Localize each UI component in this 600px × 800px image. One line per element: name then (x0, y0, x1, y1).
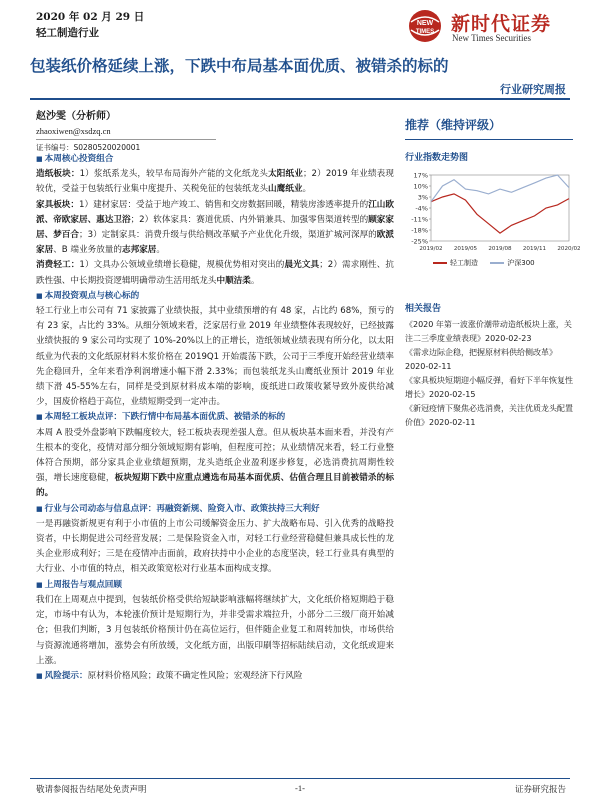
related-report-item[interactable]: 《家具板块短期迎小幅反弹，看好下半年恢复性增长》2020-02-15 (405, 376, 573, 399)
paragraph-review: 本周 A 股受外盘影响下跌幅度较大，轻工板块表现差强人意。但从板块基本面来看，并没有产生根本的变化，疫情对部分细分领域短期有影响，但程度可控；从业绩情况来看，轻工行业整体符合预期，部分家具企业业绩超预期，龙头造纸企业盈利逐步修复，必选消费抗周期性较强，增长速度稳健，板块短期下跌中应重点遴选布局基本面优质、估值合理且目前被错杀的标的。 (36, 427, 394, 499)
sidebar-divider (405, 139, 573, 140)
chart-legend (433, 258, 545, 268)
paragraph-last-week: 我们在上周观点中提到，包装纸价格受供给短缺影响涨幅将继续扩大，文化纸价格短期趋于稳定，市场中有认为，本轮涨价预计是短期行为，并非受需求端拉升，小部分二三级厂商开始减仓；但我们判断，3 月包装纸价格预计仍在高位运行，但伴随企业复工和周转加快，市场供给与资源流通将增加，涨势会有所放缓，文化纸方面，出版印刷等招标陆续启动，文化纸或迎来上涨。 (36, 594, 394, 666)
section-heading-portfolio: ■ 本周核心投资组合 (36, 152, 394, 167)
analyst-email[interactable]: zhaoxiwen@xsdzq.cn (36, 126, 111, 136)
paragraph-paper: 造纸板块：1）浆纸系龙头，较早布局海外产能的文化纸龙头太阳纸业；2）2019 年业绩表现较优，受益于包装纸行业集中度提升、关税免征的包装纸龙头山鹰纸业。 (36, 169, 394, 195)
report-title: 包装纸价格延续上涨，下跌中布局基本面优质、被错杀的标的 (30, 57, 449, 75)
x-tick-label: 2019/08 (488, 246, 512, 252)
y-tick-label: 17% (413, 171, 428, 180)
paragraph-consumer: 消费轻工：1）文具办公领域业绩增长稳健，规模优势相对突出的晨光文具；2）需求刚性、抗跌性强、中长期投资逻辑明确带动生活用纸龙头中顺洁柔。 (36, 260, 394, 286)
svg-text:TIMES: TIMES (415, 29, 435, 35)
analyst-divider (36, 139, 216, 140)
section-heading-news: ■ 行业与公司动态与信息点评：再融资新规、险资入市、政策扶持三大利好 (36, 502, 394, 517)
analyst-block (36, 110, 236, 153)
y-tick-label: -18% (411, 226, 428, 235)
paragraph-news: 一是再融资新规更有利于小市值的上市公司缓解资金压力、扩大战略布局、引入优秀的战略投资者，中长期促进公司经营发展；二是保险资金入市，对轻工行业经营稳健但兼具成长性的龙头企业形成利好；三是在疫情冲击面前，政府扶持中小企业的态度坚决，轻工行业具有典型的大行业、小市值的特点，相关政策宽松对行业基本面构成支撑。 (36, 518, 394, 575)
x-tick-label: 2019/05 (453, 246, 478, 252)
header-divider (30, 98, 570, 100)
related-report-item[interactable]: 《新冠疫情下聚焦必选消费，关注优质龙头配置价值》2020-02-11 (405, 404, 573, 427)
y-tick-label: -11% (411, 215, 428, 224)
x-tick-label: 2020/02 (557, 246, 581, 252)
section-heading-last-week: ■ 上周报告与观点回顾 (36, 578, 394, 593)
y-tick-label: -4% (415, 204, 428, 213)
report-type: 行业研究周报 (500, 83, 566, 96)
footer-label: 证券研究报告 (514, 785, 566, 795)
rating-label: 推荐（维持评级） (405, 118, 502, 132)
risk-warning: ■ 风险提示：原材料价格风险；政策不确定性风险；宏观经济下行风险 (36, 669, 394, 684)
analyst-certificate: 证书编号：S0280520020001 (36, 143, 141, 152)
footer-divider (30, 778, 570, 779)
series-line-light-industry (431, 194, 569, 233)
footer-disclaimer[interactable]: 敬请参阅报告结尾处免责声明 (36, 785, 147, 795)
related-report-item[interactable]: 《2020 年第一波涨价潮带动造纸板块上涨，关注二三季度业绩表现》2020-02-23 (405, 320, 572, 343)
y-tick-label: 3% (417, 193, 428, 202)
sidebar (405, 108, 581, 430)
section-heading-views: ■ 本周投资观点与核心标的 (36, 289, 394, 304)
svg-text:NEW: NEW (416, 20, 434, 27)
related-reports-heading: 相关报告 (405, 304, 442, 314)
analyst-name: 赵沙雯（分析师） (36, 111, 116, 122)
paragraph-furniture: 家具板块：1）建材家居：受益于地产竣工、销售和交房数据回暖，精装房渗透率提升的江山欧派、帝欧家居、惠达卫浴；2）软体家具：赛道优质、内外销兼具、加强零售渠道转型的顾家家居、梦百合；3）定制家具：消费升级与供给侧改革赋予产业优化升级，渠道扩城河深厚的欧派家居、B 端业务放量的志邦家居。 (36, 199, 394, 256)
report-date: 2020 年 02 月 29 日 (36, 11, 145, 23)
index-chart-svg (405, 169, 581, 257)
index-chart (405, 169, 581, 269)
page-number: -1- (295, 783, 305, 793)
y-tick-label: -25% (411, 237, 428, 246)
series-line-csi300 (431, 175, 569, 202)
legend-item-light-industry: 轻工制造 (433, 259, 478, 267)
logo-chinese-name: 新时代证券 (451, 13, 552, 35)
logo-english-name: New Times Securities (452, 33, 532, 43)
paragraph-views: 轻工行业上市公司有 71 家披露了业绩快报，其中业绩预增的有 48 家，占比约 68%，预亏的有 23 家，占比约 33%。从细分领域来看，泛家居行业 2019 年业绩整体表现较好，已经披露业绩快报的 9 家公司均实现了 10%-20%以上的正增长，造纸领域业绩表现有所分化，以太阳纸业为代表的文化纸原材料木浆价格在 2019Q1 开始震荡下跌，公司于三季度开始经营业绩率先企稳回升，全年来看净利润增速小幅下滑 2.33%；而包装纸龙头山鹰纸业预计 2019 年业绩下滑 45-55%左右，同样是受到原材料成本端的影响，废纸进口政策收紧导致外废供给减少，国废价格趋于高位，业绩短期受到一定冲击。 (36, 306, 394, 408)
related-report-item[interactable]: 《需求边际企稳，把握原材料供给侧改革》2020-02-11 (405, 348, 557, 371)
related-reports-list (405, 318, 573, 430)
company-logo (405, 8, 575, 46)
x-tick-label: 2019/02 (419, 246, 443, 252)
x-tick-label: 2019/11 (522, 246, 547, 252)
y-tick-label: 10% (413, 182, 428, 191)
logo-globe-icon (405, 8, 445, 44)
main-body (36, 152, 394, 684)
legend-item-csi300: 沪深300 (490, 259, 534, 267)
industry-label: 轻工制造行业 (36, 27, 99, 39)
chart-heading: 行业指数走势图 (405, 153, 469, 163)
section-heading-review: ■ 本周轻工板块点评：下跌行情中布局基本面优质、被错杀的标的 (36, 410, 394, 425)
